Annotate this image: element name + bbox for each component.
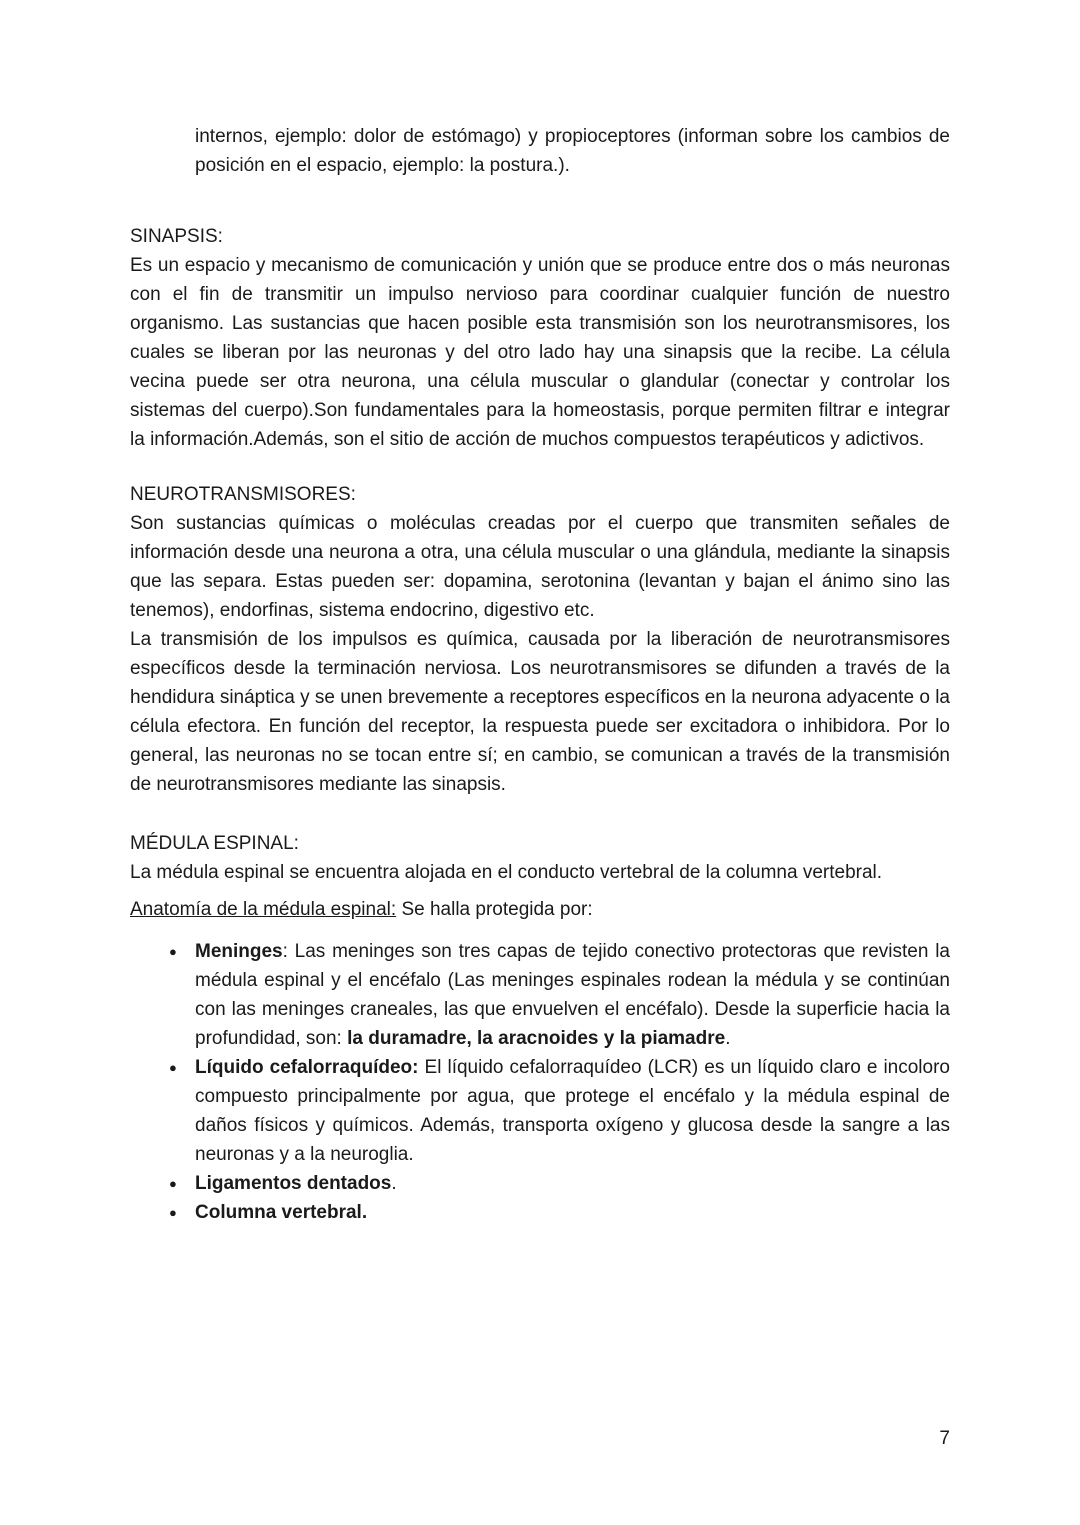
spinal-protection-list bbox=[130, 937, 950, 1227]
section-heading-medula-espinal: MÉDULA ESPINAL: bbox=[130, 833, 299, 854]
neurotransmisores-paragraph-2: La transmisión de los impulsos es química, causada por la liberación de neurotransmisores específicos desde la terminación nerviosa. Los neurotransmisores se difunden a través de la hendidura sináptica y se unen brevemente a receptores específicos en la neurona adyacente o la célula efectora. En función del receptor, la respuesta puede ser excitadora o inhibidora. Por lo general, las neuronas no se tocan entre sí; en cambio, se comunican a través de la transmisión de neurotransmisores mediante las sinapsis. bbox=[130, 629, 950, 795]
bullet-icon: ● bbox=[169, 1176, 177, 1191]
list-item-lead: Ligamentos dentados bbox=[195, 1173, 392, 1194]
list-item-text: : Las meninges son tres capas de tejido conectivo protectoras que revisten la médula espinal y el encéfalo (Las meninges espinales rodean la médula y se continúan con las meninges craneales, las que envuelven el encéfalo). Desde la superficie hacia la profundidad, son: bbox=[195, 941, 950, 1049]
list-item-lead: Columna vertebral. bbox=[195, 1202, 368, 1223]
bullet-icon: ● bbox=[169, 1205, 177, 1220]
list-item-liquido-cefalorraquideo bbox=[130, 1053, 950, 1169]
medula-paragraph: La médula espinal se encuentra alojada en el conducto vertebral de la columna vertebral. bbox=[130, 862, 883, 883]
page-number: 7 bbox=[939, 1428, 950, 1449]
list-item-meninges bbox=[130, 937, 950, 1053]
list-item-text: . bbox=[725, 1028, 731, 1049]
section-heading-neurotransmisores: NEUROTRANSMISORES: bbox=[130, 484, 356, 505]
neurotransmisores-paragraph-1: Son sustancias químicas o moléculas creadas por el cuerpo que transmiten señales de información desde una neurona a otra, una célula muscular o una glándula, mediante la sinapsis que las separa. Estas pueden ser: dopamina, serotonina (levantan y bajan el ánimo sino las tenemos), endorfinas, sistema endocrino, digestivo etc. bbox=[130, 513, 950, 621]
anatomy-trailing-text: Se halla protegida por: bbox=[396, 899, 593, 920]
bullet-icon: ● bbox=[169, 944, 177, 959]
anatomy-underlined-label: Anatomía de la médula espinal: bbox=[130, 899, 397, 920]
continuation-paragraph: internos, ejemplo: dolor de estómago) y propioceptores (informan sobre los cambios de posición en el espacio, ejemplo: la postura.). bbox=[195, 126, 950, 176]
list-item-text: . bbox=[391, 1173, 397, 1194]
anatomy-subheading bbox=[130, 895, 950, 924]
list-item-columna-vertebral bbox=[130, 1198, 950, 1227]
sinapsis-paragraph: Es un espacio y mecanismo de comunicación y unión que se produce entre dos o más neuronas con el fin de transmitir un impulso nervioso para coordinar cualquier función de nuestro organismo. Las sustancias que hacen posible esta transmisión son los neurotransmisores, los cuales se liberan por las neuronas y del otro lado hay una sinapsis que la recibe. La célula vecina puede ser otra neurona, una célula muscular o glandular (conectar y controlar los sistemas del cuerpo).Son fundamentales para la homeostasis, porque permiten filtrar e integrar la información.Además, son el sitio de acción de muchos compuestos terapéuticos y adictivos. bbox=[130, 255, 950, 450]
list-item-lead: Líquido cefalorraquídeo: bbox=[195, 1057, 419, 1078]
list-item-bold-text: la duramadre, la aracnoides y la piamadre bbox=[347, 1028, 726, 1049]
list-item-lead: Meninges bbox=[195, 941, 283, 962]
list-item-ligamentos-dentados bbox=[130, 1169, 950, 1198]
section-heading-sinapsis: SINAPSIS: bbox=[130, 226, 223, 247]
list-item-text: El líquido cefalorraquídeo (LCR) es un líquido claro e incoloro compuesto principalmente por agua, que protege el encéfalo y la médula espinal de daños físicos y químicos. Además, transporta oxígeno y glucosa desde la sangre a las neuronas y a la neuroglia. bbox=[195, 1057, 950, 1165]
bullet-icon: ● bbox=[169, 1060, 177, 1075]
